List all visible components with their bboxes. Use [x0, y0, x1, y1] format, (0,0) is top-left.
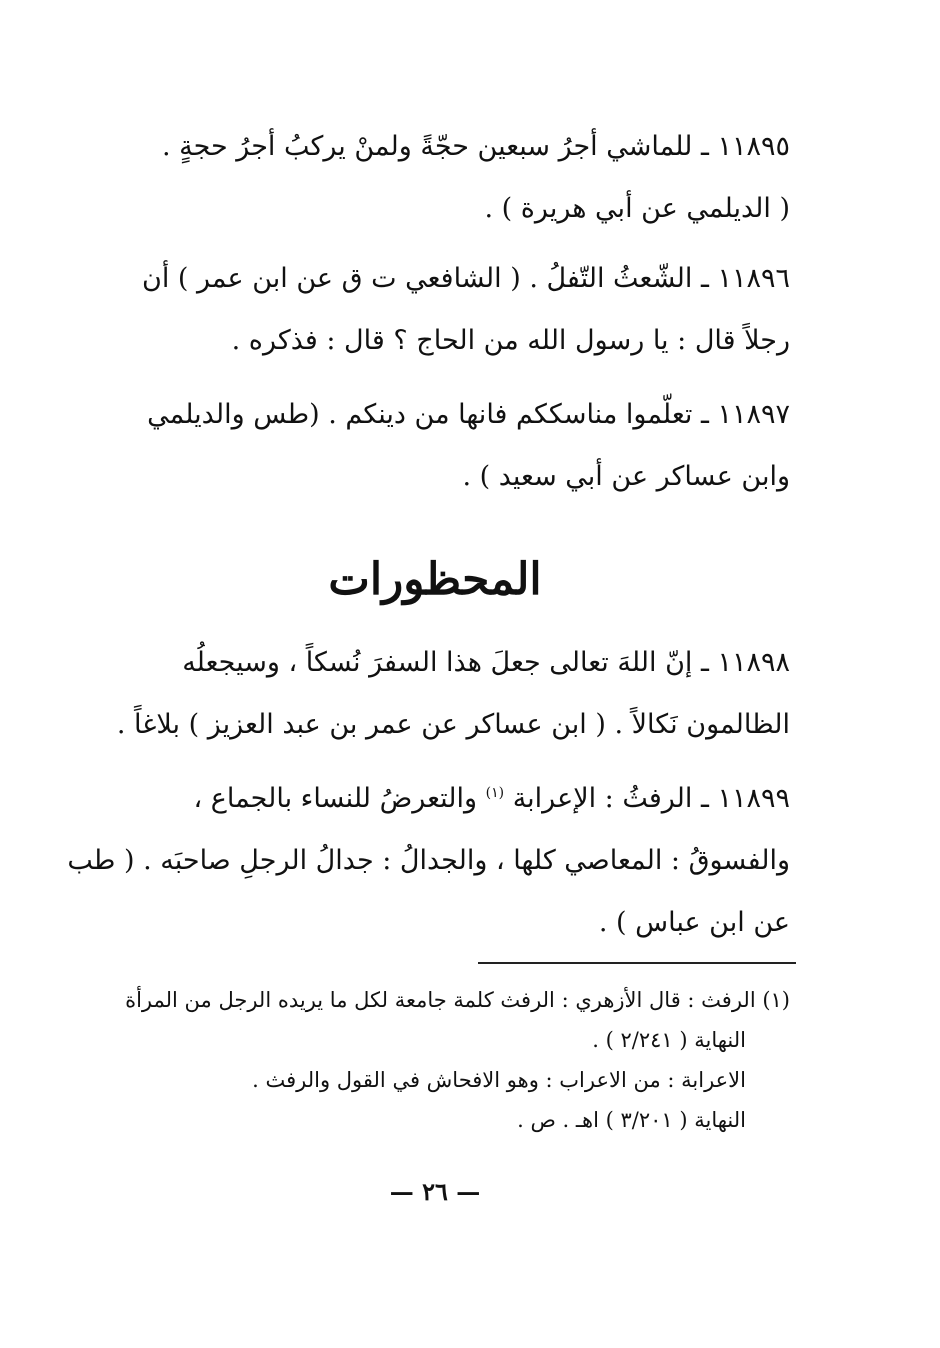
hadith-11896 — [90, 248, 790, 372]
hadith-line: ١١٨٩٥ ـ للماشي أجرُ سبعين حجّةً ولمنْ يركبُ أجرُ حجةٍ . — [161, 131, 790, 162]
footnote-line: النهاية ( ٣/٢٠١ ) اهـ . ص . — [517, 1108, 746, 1132]
hadith-line: ١١٨٩٨ ـ إنّ اللهَ تعالى جعلَ هذا السفرَ نُسكاً ، وسيجعلُه — [182, 647, 790, 678]
hadith-line: ١١٨٩٦ ـ الشّعثُ التّفلُ . ( الشافعي ت ق عن ابن عمر ) أن — [141, 263, 790, 294]
hadith-11897 — [90, 384, 790, 508]
hadith-text: والتعرضُ للنساء بالجماع ، — [193, 783, 486, 814]
hadith-line: ( الديلمي عن أبي هريرة ) . — [484, 193, 790, 224]
page-number: — ٢٦ — — [389, 1177, 481, 1206]
section-title: المحظورات — [328, 554, 542, 605]
footnote-line: (١) الرفث : قال الأزهري : الرفث كلمة جامعة لكل ما يريده الرجل من المرأة — [125, 988, 790, 1012]
hadith-line: عن ابن عباس ) . — [598, 907, 790, 938]
footnote-divider — [478, 962, 796, 964]
footnote-line: الاعرابة : من الاعراب : وهو الافحاش في القول والرفث . — [252, 1068, 746, 1092]
footnotes — [90, 980, 790, 1140]
hadith-line: الظالمون نَكالاً . ( ابن عساكر عن عمر بن عبد العزيز ) بلاغاً . — [116, 709, 790, 740]
hadith-text: ١١٨٩٩ ـ الرفثُ : الإعرابة — [504, 783, 790, 814]
hadith-line: رجلاً قال : يا رسول الله من الحاج ؟ قال : فذكره . — [231, 325, 790, 356]
hadith-line: ١١٨٩٧ ـ تعلّموا مناسككم فانها من دينكم . (طس والديلمي — [147, 399, 790, 430]
footnote-marker: (١) — [485, 785, 505, 801]
hadith-line: والفسوقُ : المعاصي كلها ، والجدالُ : جدالُ الرجلِ صاحبَه . ( طب — [67, 845, 790, 876]
hadith-11895 — [90, 116, 790, 240]
hadith-line — [90, 768, 790, 830]
hadith-11899 — [67, 768, 790, 954]
hadith-line: وابن عساكر عن أبي سعيد ) . — [462, 461, 790, 492]
footnote-line: النهاية ( ٢/٢٤١ ) . — [592, 1028, 746, 1052]
hadith-11898 — [90, 632, 790, 756]
